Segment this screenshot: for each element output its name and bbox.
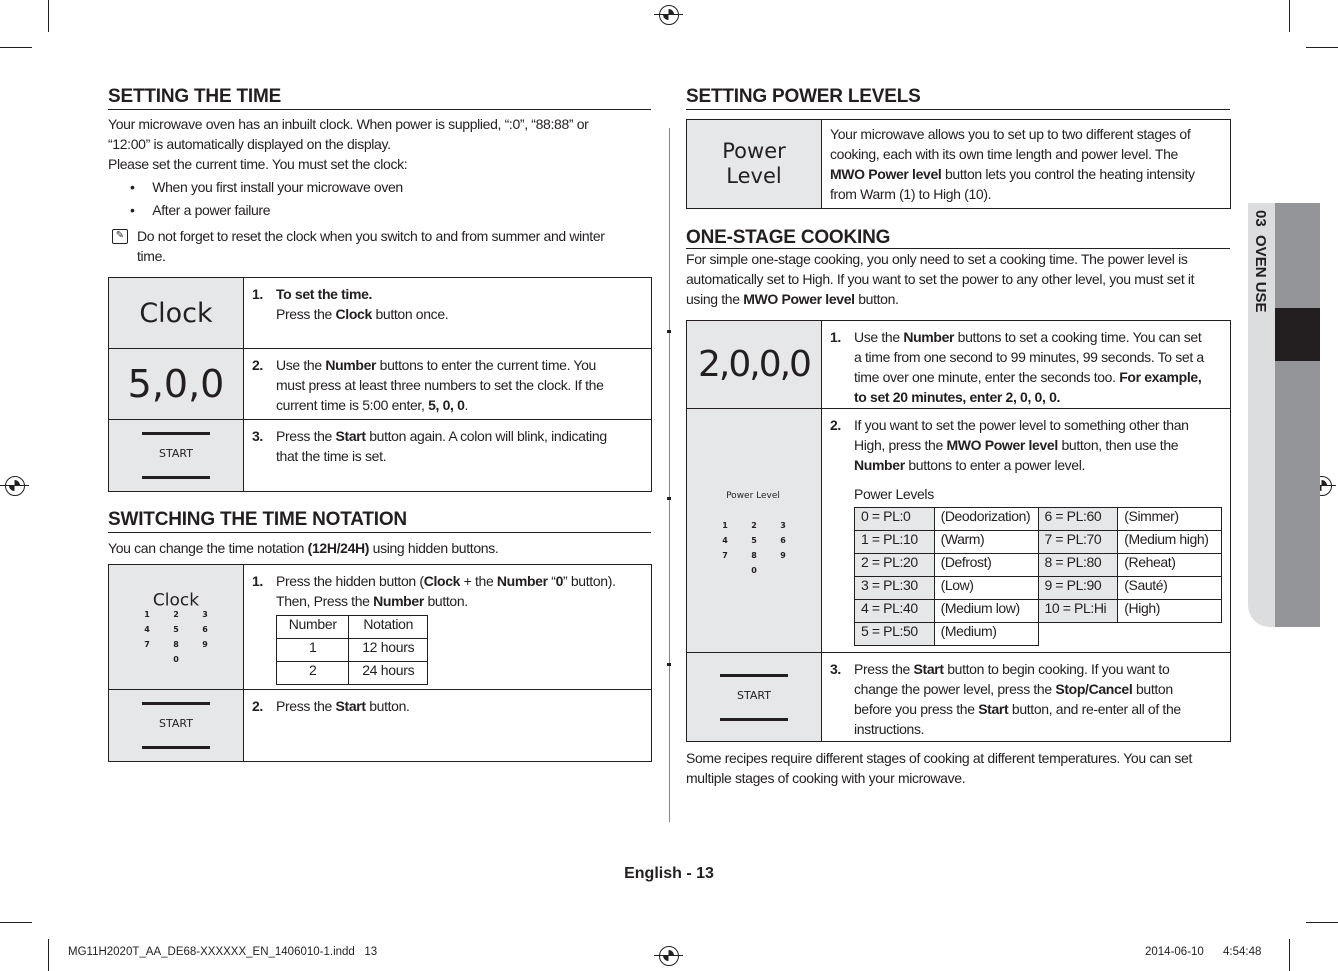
power-level-name: (Deodorization)	[934, 508, 1038, 531]
key: 8	[173, 640, 179, 650]
divider-tick	[667, 663, 671, 666]
power-level-row	[855, 554, 1222, 577]
text-segment: from Warm (1) to High (10).	[830, 186, 992, 202]
power-level-name: (Simmer)	[1118, 508, 1222, 531]
cell: 24 hours	[349, 662, 428, 685]
bullet-item: • When you first install your microwave oven	[130, 179, 403, 195]
text-line	[854, 679, 1181, 699]
text-line	[854, 699, 1181, 719]
text-line	[276, 426, 607, 446]
text-segment: time.	[137, 248, 166, 264]
key: 4	[722, 536, 728, 545]
text-segment: Start	[978, 701, 1009, 717]
start-label: START	[159, 717, 193, 730]
section-title-one-stage: ONE-STAGE COOKING	[686, 227, 1230, 249]
time-notation-intro	[108, 538, 498, 558]
keypad-icon	[711, 521, 798, 575]
text-line	[854, 327, 1204, 347]
display-500-icon: 5,0,0	[109, 349, 244, 420]
text-segment: button.	[365, 698, 410, 714]
text-line	[854, 719, 1181, 739]
note-icon: ✎	[112, 229, 128, 244]
text-line	[276, 375, 604, 395]
text-line	[854, 455, 1189, 475]
text-segment: before you press the	[854, 701, 979, 717]
key: 0	[173, 655, 179, 665]
start-button-icon	[109, 420, 244, 492]
text-segment: buttons to set a cooking time. You can set	[954, 329, 1202, 345]
text-segment: current time is 5:00 enter,	[276, 397, 429, 413]
power-level-value: 9 = PL:90	[1038, 577, 1118, 600]
multi-stage-note	[686, 748, 1236, 788]
power-label: Power	[722, 139, 786, 163]
text-segment: Number	[903, 329, 955, 345]
text-segment: For simple one-stage cooking, you only need to set a cooking time. The power level is	[686, 251, 1188, 267]
key: 8	[751, 551, 757, 560]
one-stage-steps-table	[686, 320, 1231, 742]
text-line	[686, 768, 1236, 788]
text-segment: High, press the	[854, 437, 947, 453]
step-text	[276, 355, 604, 415]
step-text	[276, 571, 616, 611]
text-segment: change the power level, press the	[854, 681, 1056, 697]
text-segment: to set 20 minutes, enter 2, 0, 0, 0.	[854, 389, 1061, 405]
text-segment: MWO Power level	[743, 291, 855, 307]
text-segment: using hidden buttons.	[369, 540, 499, 556]
power-level-value	[1038, 623, 1118, 646]
step-number: 1.	[252, 286, 263, 302]
text-line	[108, 154, 651, 174]
text-segment: + the	[460, 573, 497, 589]
note-text	[137, 226, 647, 266]
power-level-name: (Sauté)	[1118, 577, 1222, 600]
text-segment: Use the	[276, 357, 326, 373]
divider-tick	[667, 497, 671, 500]
step-number: 1.	[252, 573, 263, 589]
text-segment: Your microwave oven has an inbuilt clock. When power is supplied, “:0”, “88:88” or	[108, 116, 589, 132]
text-segment: Number	[373, 593, 424, 609]
text-line	[137, 226, 647, 246]
power-level-value: 7 = PL:70	[1038, 531, 1118, 554]
text-segment: button.	[854, 291, 899, 307]
table-row	[277, 662, 428, 685]
step-row	[109, 690, 652, 762]
power-level-name: (Medium high)	[1118, 531, 1222, 554]
power-level-name: (Reheat)	[1118, 554, 1222, 577]
text-segment: button, and re-enter all of the	[1008, 701, 1181, 717]
text-segment: .	[464, 397, 469, 413]
text-segment: using the	[686, 291, 744, 307]
key: 6	[202, 625, 208, 635]
key: 1	[722, 521, 728, 530]
text-segment: buttons to enter a power level.	[904, 457, 1086, 473]
step-number: 2.	[252, 698, 263, 714]
text-segment: Please set the current time. You must set the clock:	[108, 156, 408, 172]
clock-label: Clock	[152, 590, 200, 611]
crop-mark	[1306, 47, 1338, 48]
key: 6	[780, 536, 786, 545]
text-segment: “12:00” is automatically displayed on the display.	[108, 136, 391, 152]
step-text	[276, 284, 448, 324]
text-segment: Start	[913, 661, 944, 677]
power-level-value: 3 = PL:30	[855, 577, 935, 600]
text-segment: For example,	[1119, 369, 1202, 385]
text-segment: button again. A colon will blink, indicating	[365, 428, 607, 444]
step-text	[854, 659, 1181, 739]
key: 1	[144, 610, 150, 620]
set-time-steps-table	[108, 277, 652, 492]
text-segment: Do not forget to reset the clock when you switch to and from summer and winter	[137, 228, 605, 244]
text-line	[686, 249, 1236, 269]
text-line	[830, 164, 1222, 184]
text-segment: Press the	[854, 661, 914, 677]
text-segment: 0	[555, 573, 564, 589]
text-segment: must press at least three numbers to set the clock. If the	[276, 377, 604, 393]
step-text	[276, 426, 607, 466]
text-segment: multiple stages of cooking with your microwave.	[686, 770, 966, 786]
clock-button-icon: Clock	[109, 278, 244, 349]
power-level-row	[855, 623, 1222, 646]
keypad-icon	[133, 610, 220, 664]
key: 3	[780, 521, 786, 530]
bullet-list	[130, 177, 403, 220]
text-segment: Some recipes require different stages of cooking at different temperatures. You can set	[686, 750, 1193, 766]
text-segment: Press the	[276, 428, 336, 444]
power-level-value: 8 = PL:80	[1038, 554, 1118, 577]
file-slug: MG11H2020T_AA_DE68-XXXXXX_EN_1406010-1.indd 13	[68, 946, 378, 958]
text-segment: Press the hidden button (	[276, 573, 424, 589]
text-line	[686, 269, 1236, 289]
text-segment: Start	[335, 698, 366, 714]
power-level-name: (Medium)	[934, 623, 1038, 646]
power-level-value: 0 = PL:0	[855, 508, 935, 531]
text-segment: button.	[423, 593, 468, 609]
column-header: Number	[277, 616, 349, 639]
text-segment: button lets you control the heating intensity	[941, 166, 1195, 182]
text-segment: button once.	[371, 306, 449, 322]
text-segment: (12H/24H)	[307, 540, 370, 556]
text-line	[854, 435, 1189, 455]
key: 4	[144, 625, 150, 635]
crop-mark	[1289, 939, 1290, 971]
divider-tick	[667, 330, 671, 333]
page-number: English - 13	[624, 865, 714, 882]
start-button-icon	[109, 690, 244, 762]
text-segment: time over one minute, enter the seconds too.	[854, 369, 1120, 385]
power-level-value: 10 = PL:Hi	[1038, 600, 1118, 623]
power-level-row	[855, 577, 1222, 600]
step-row	[109, 349, 652, 420]
column-header: Notation	[349, 616, 428, 639]
power-levels-title: Power Levels	[854, 486, 934, 502]
power-levels-intro	[830, 124, 1222, 204]
side-tab-label: 03 OVEN USE	[1252, 210, 1269, 313]
text-segment: Stop/Cancel	[1055, 681, 1133, 697]
text-segment: Start	[335, 428, 366, 444]
power-level-number-keys-icon	[687, 409, 822, 653]
text-segment: Number	[496, 573, 548, 589]
start-label: START	[159, 447, 193, 460]
power-level-value: 6 = PL:60	[1038, 508, 1118, 531]
text-line	[854, 367, 1204, 387]
cell: 2	[277, 662, 349, 685]
power-level-value: 1 = PL:10	[855, 531, 935, 554]
key: 2	[173, 610, 179, 620]
text-line	[108, 114, 651, 134]
key: 3	[202, 610, 208, 620]
text-line	[854, 347, 1204, 367]
text-segment: Then, Press the	[276, 593, 374, 609]
clock-number-keys-icon	[109, 565, 244, 690]
cell: 12 hours	[349, 639, 428, 662]
step-row	[687, 653, 1231, 742]
crop-mark	[1306, 922, 1338, 923]
key: 5	[751, 536, 757, 545]
date-slug: 2014-06-10 4:54:48	[1145, 946, 1262, 958]
power-level-intro-table	[686, 119, 1231, 209]
time-notation-steps-table	[108, 564, 652, 762]
power-level-row	[855, 600, 1222, 623]
key: 7	[144, 640, 150, 650]
text-line	[276, 571, 616, 591]
text-line	[276, 696, 410, 716]
text-segment: automatically set to High. If you want to set the power to any other level, you must set it	[686, 271, 1195, 287]
step-number: 3.	[830, 661, 841, 677]
crop-mark	[48, 0, 49, 32]
key: 2	[751, 521, 757, 530]
registration-mark-icon	[5, 476, 25, 496]
text-segment: a time from one second to 99 minutes, 99 seconds. To set a	[854, 349, 1204, 365]
text-segment: Clock	[335, 306, 372, 322]
step-row	[687, 409, 1231, 653]
text-segment: cooking, each with its own time length and power level. The	[830, 146, 1178, 162]
section-title-power-levels: SETTING POWER LEVELS	[686, 86, 1230, 110]
text-segment: ” button).	[563, 573, 616, 589]
text-segment: You can change the time notation	[108, 540, 308, 556]
text-segment: Number	[325, 357, 377, 373]
text-segment: buttons to enter the current time. You	[376, 357, 596, 373]
power-level-name: (Medium low)	[934, 600, 1038, 623]
text-line	[830, 184, 1222, 204]
step-text	[854, 327, 1204, 407]
side-tab-marker	[1275, 308, 1320, 361]
step-text	[276, 696, 410, 716]
side-tab-bar	[1275, 203, 1320, 627]
registration-mark-icon	[659, 5, 679, 25]
step-row	[109, 420, 652, 492]
key: 7	[722, 551, 728, 560]
power-level-row	[855, 508, 1222, 531]
text-line	[854, 415, 1189, 435]
power-level-row	[855, 531, 1222, 554]
key: 9	[202, 640, 208, 650]
text-line	[276, 284, 448, 304]
crop-mark	[48, 939, 49, 971]
start-button-icon	[687, 653, 822, 742]
power-level-value: 4 = PL:40	[855, 600, 935, 623]
text-line	[830, 124, 1222, 144]
text-segment: Press the	[276, 306, 336, 322]
table-row	[277, 639, 428, 662]
power-level-value: 2 = PL:20	[855, 554, 935, 577]
text-segment: Use the	[854, 329, 904, 345]
text-segment: 5, 0, 0	[428, 397, 465, 413]
text-segment: button, then use the	[1057, 437, 1179, 453]
text-line	[108, 538, 498, 558]
power-level-name: (Defrost)	[934, 554, 1038, 577]
text-segment: Clock	[423, 573, 461, 589]
section-title-setting-time: SETTING THE TIME	[108, 86, 651, 110]
level-label: Level	[726, 164, 782, 188]
text-segment: “	[547, 573, 556, 589]
key: 0	[751, 566, 757, 575]
power-level-name: (Low)	[934, 577, 1038, 600]
step-number: 2.	[830, 417, 841, 433]
step-number: 1.	[830, 329, 841, 345]
one-stage-intro	[686, 249, 1236, 309]
step-text	[854, 415, 1189, 475]
text-line	[108, 134, 651, 154]
text-segment: instructions.	[854, 721, 925, 737]
power-level-name	[1118, 623, 1222, 646]
text-line	[854, 387, 1204, 407]
power-level-name: (Warm)	[934, 531, 1038, 554]
text-segment: that the time is set.	[276, 448, 387, 464]
text-line	[830, 144, 1222, 164]
text-segment: If you want to set the power level to something other than	[854, 417, 1189, 433]
text-line	[854, 659, 1181, 679]
cell: 1	[277, 639, 349, 662]
text-line	[276, 304, 448, 324]
step-number: 2.	[252, 357, 263, 373]
crop-mark	[1289, 0, 1290, 32]
section-title-time-notation: SWITCHING THE TIME NOTATION	[108, 509, 651, 533]
bullet-item: • After a power failure	[130, 202, 271, 218]
text-segment: MWO Power level	[830, 166, 942, 182]
setting-time-intro	[108, 114, 651, 174]
power-level-value: 5 = PL:50	[855, 623, 935, 646]
power-level-name: (High)	[1118, 600, 1222, 623]
power-level-label: Power Level	[726, 491, 780, 501]
text-line	[276, 395, 604, 415]
display-2000-icon: 2,0,0,0	[687, 321, 822, 409]
text-segment: To set the time.	[276, 286, 373, 302]
text-segment: Number	[854, 457, 905, 473]
text-line	[276, 355, 604, 375]
text-line	[686, 748, 1236, 768]
column-divider	[669, 128, 670, 822]
key: 9	[780, 551, 786, 560]
text-line	[276, 591, 616, 611]
text-segment: Press the	[276, 698, 336, 714]
crop-mark	[0, 922, 32, 923]
power-levels-table	[854, 507, 1222, 646]
crop-mark	[0, 47, 32, 48]
text-segment: button to begin cooking. If you want to	[943, 661, 1170, 677]
power-level-button-icon	[687, 120, 822, 209]
text-line	[686, 289, 1236, 309]
start-label: START	[737, 688, 771, 702]
text-segment: Your microwave allows you to set up to two different stages of	[830, 126, 1191, 142]
bullet-text: After a power failure	[152, 202, 271, 218]
text-line	[276, 446, 607, 466]
step-number: 3.	[252, 428, 263, 444]
text-segment: button	[1132, 681, 1173, 697]
key: 5	[173, 625, 179, 635]
step-row	[687, 321, 1231, 409]
text-segment: MWO Power level	[946, 437, 1058, 453]
bullet-text: When you first install your microwave oven	[152, 179, 403, 195]
step-row	[109, 565, 652, 690]
step-row	[109, 278, 652, 349]
notation-table	[276, 615, 428, 685]
registration-mark-icon	[659, 946, 679, 966]
text-line	[137, 246, 647, 266]
